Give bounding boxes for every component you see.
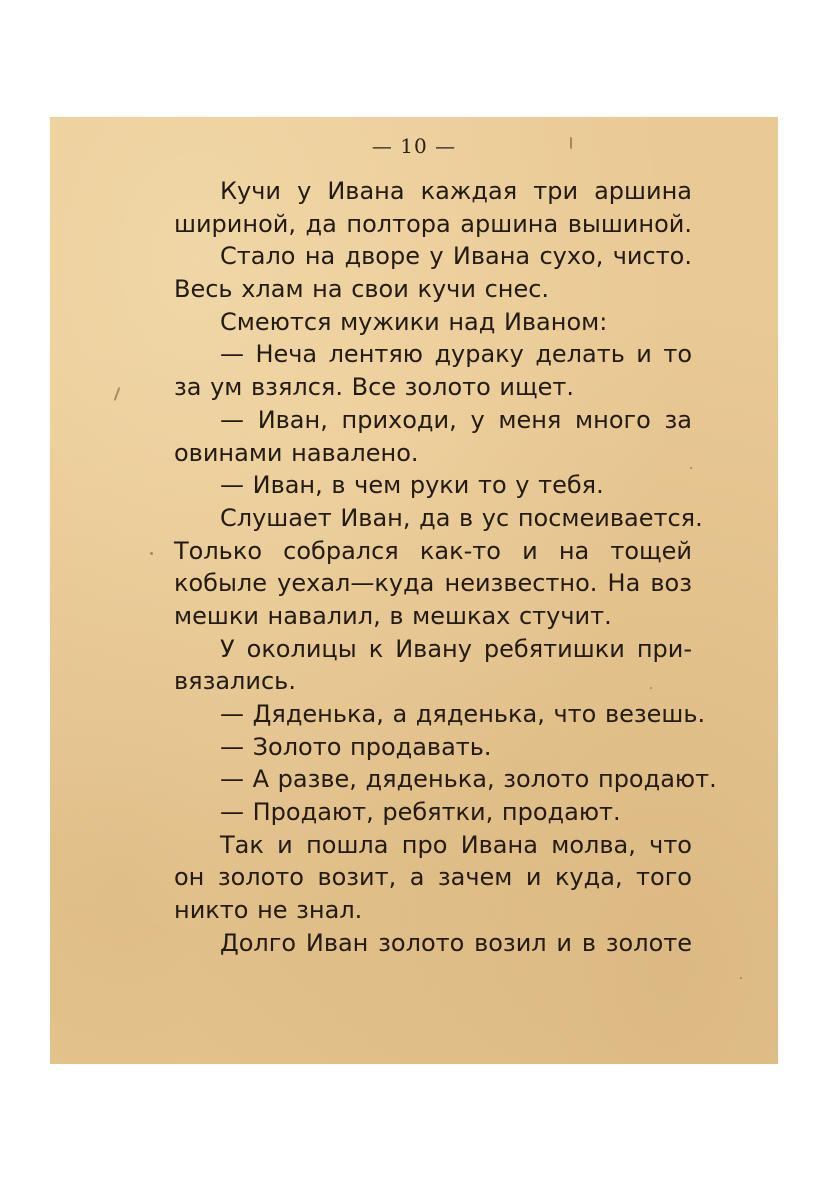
- text-line: Долго Иван золото возил и в золоте: [220, 928, 692, 957]
- paper-speck: [690, 467, 692, 469]
- text-line: мешки навалил, в мешках стучит.: [174, 601, 612, 630]
- text-line: Весь хлам на свои кучи снес.: [174, 275, 550, 304]
- text-line: Только собрался как-то и на тощей: [174, 536, 692, 565]
- text-line: — Иван, приходи, у меня много за: [220, 405, 692, 434]
- paper-speck: [650, 687, 652, 689]
- page-text: [174, 175, 717, 960]
- text-line: овинами навалено.: [174, 438, 419, 467]
- text-line: — А разве, дяденька, золото продают.: [220, 765, 717, 794]
- text-line: — Золото продавать.: [220, 732, 492, 761]
- book-page: [50, 117, 778, 1064]
- text-line: вязались.: [174, 667, 296, 696]
- text-line: У околицы к Ивану ребятишки при-: [220, 634, 692, 663]
- text-line: шириной, да полтора аршина вышиной.: [174, 209, 692, 238]
- text-line: он золото возит, а зачем и куда, того: [174, 863, 692, 892]
- text-line: Кучи у Ивана каждая три аршина: [220, 177, 692, 205]
- text-line: — Продают, ребятки, продают.: [220, 798, 621, 827]
- paper-speck: [570, 137, 572, 149]
- text-line: кобыле уехал—куда неизвестно. На воз: [174, 569, 692, 598]
- page-number: — 10 —: [371, 134, 457, 158]
- text-line: — Неча лентяю дураку делать и то: [220, 340, 692, 369]
- text-line: Стало на дворе у Ивана сухо, чисто.: [220, 242, 692, 271]
- paper-speck: [150, 552, 153, 555]
- text-line: за ум взялся. Все золото ищет.: [174, 373, 575, 402]
- text-line: — Дяденька, а дяденька, что везешь.: [220, 700, 706, 728]
- text-line: Смеются мужики над Иваном:: [220, 307, 608, 336]
- text-line: никто не знал.: [174, 896, 363, 925]
- text-line: Слушает Иван, да в ус посмеивается.: [220, 503, 703, 532]
- text-line: Так и пошла про Ивана молва, что: [220, 830, 692, 859]
- paper-speck: [740, 977, 742, 979]
- paper-speck: [114, 387, 121, 401]
- text-line: — Иван, в чем руки то у тебя.: [220, 471, 604, 500]
